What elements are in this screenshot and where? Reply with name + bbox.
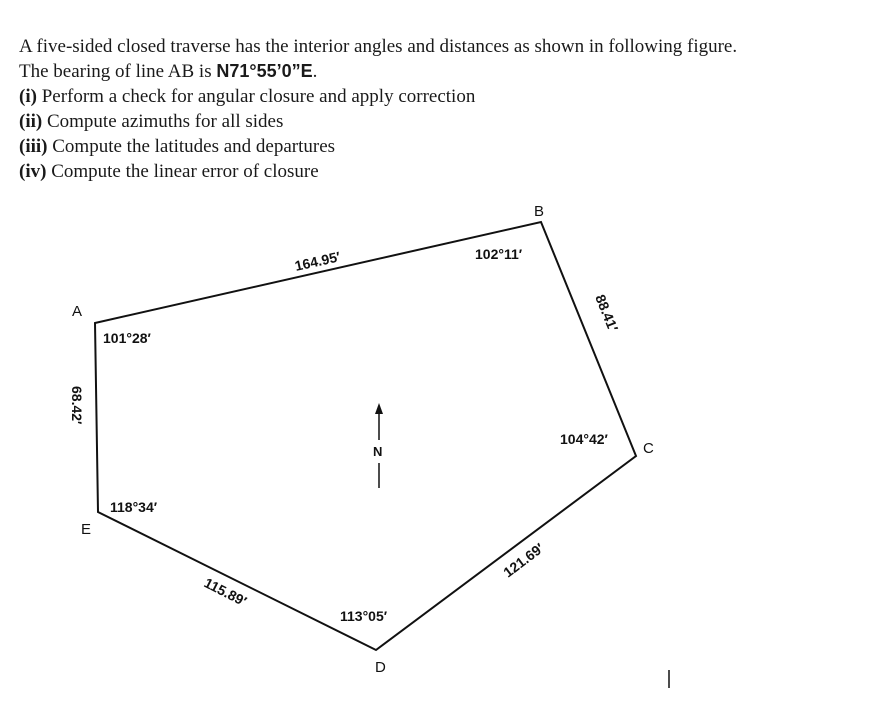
part-number: (iv) [19, 161, 47, 182]
north-arrow [373, 403, 383, 488]
part-text: Perform a check for angular closure and apply correction [41, 86, 476, 107]
vertex-b-label: B [534, 203, 545, 220]
distance-bc-label: 88.41′ [592, 292, 622, 334]
intro-line: A five-sided closed traverse has the interior angles and distances as shown in following figure. [19, 36, 738, 57]
part-number: (iii) [19, 136, 48, 157]
angle-e-label: 118°34′ [110, 499, 158, 515]
angle-c-label: 104°42′ [560, 431, 608, 447]
angle-b-label: 102°11′ [475, 246, 523, 262]
part-number: (ii) [19, 111, 43, 132]
vertex-a-label: A [72, 303, 83, 320]
bearing-suffix: . [312, 61, 318, 82]
part-number: (i) [19, 86, 37, 107]
traverse-polygon [95, 222, 636, 650]
distance-de-label: 115.89′ [201, 574, 250, 610]
north-arrow-head-icon [375, 403, 383, 414]
north-label: N [373, 444, 383, 459]
bearing-prefix: The bearing of line AB is [19, 61, 212, 82]
vertex-e-label: E [81, 521, 92, 538]
angle-a-label: 101°28′ [103, 330, 151, 346]
part-text: Compute azimuths for all sides [46, 111, 284, 132]
vertex-c-label: C [643, 440, 654, 457]
distance-ab-label: 164.95′ [293, 248, 342, 274]
part-text: Compute the latitudes and departures [52, 136, 336, 157]
bearing-value: N71°55’0”E [216, 61, 313, 81]
distance-ea-label: 68.42′ [69, 386, 85, 425]
vertex-d-label: D [375, 659, 386, 676]
angle-d-label: 113°05′ [340, 608, 388, 624]
distance-cd-label: 121.69′ [500, 539, 547, 581]
part-text: Compute the linear error of closure [51, 161, 319, 182]
